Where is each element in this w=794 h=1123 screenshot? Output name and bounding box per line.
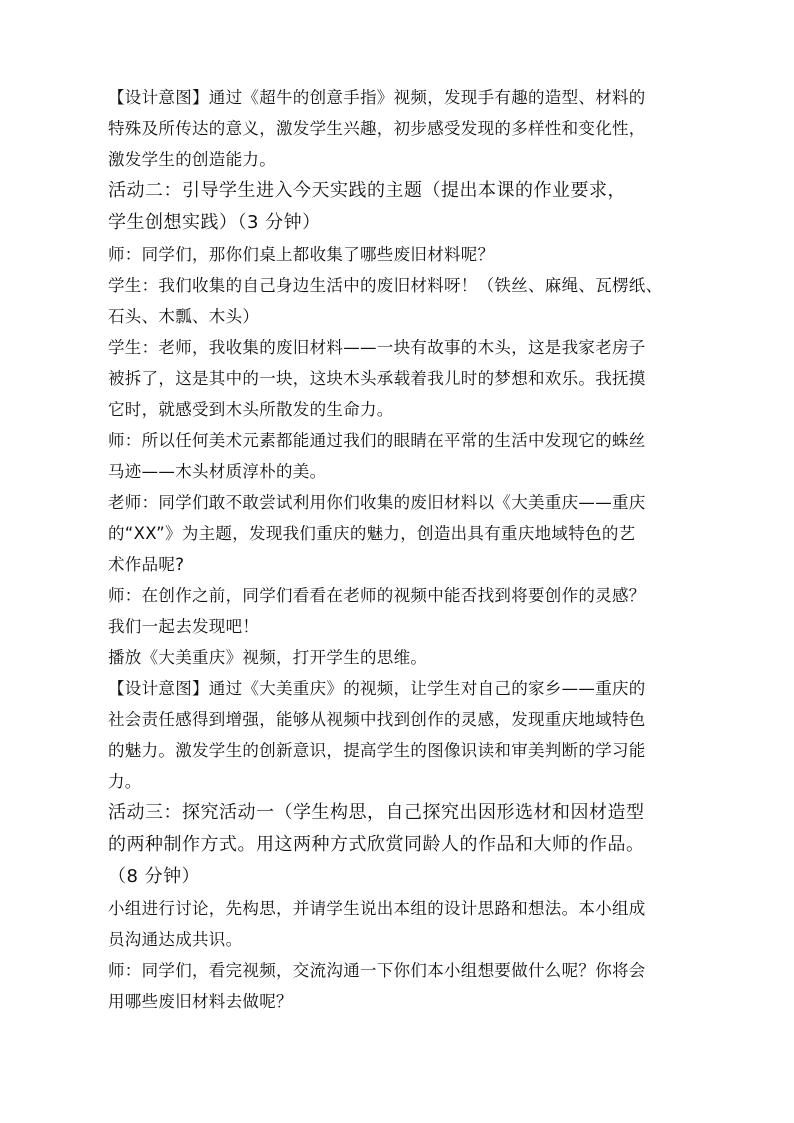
dialog-paragraph: 学生：老师，我收集的废旧材料——一块有故事的木头，这是我家老房子 被拆了，这是其中的一块，这块木头承载着我儿时的梦想和欢乐。我抚摸 它时，就感受到木头所散发的生命力。 xyxy=(108,338,646,419)
activity-three-heading: 活动三：探究活动一（学生构思，自己探究出因形选材和因材造型 的两种制作方式。用这两种方式欣赏同龄人的作品和大师的作品。 （8 分钟） xyxy=(108,802,645,887)
document-page xyxy=(108,82,720,1017)
dialog-paragraph: 小组进行讨论，先构思，并请学生说出本组的设计思路和想法。本小组成 员沟通达成共识。 xyxy=(108,899,646,949)
dialog-paragraph: 学生：我们收集的自己身边生活中的废旧材料呀！（铁丝、麻绳、瓦楞纸、 石头、木瓢、木头） xyxy=(108,276,663,326)
activity-two-heading: 活动二：引导学生进入今天实践的主题（提出本课的作业要求， 学生创想实践）（3 分钟） xyxy=(108,180,626,233)
dialog-paragraph: 播放《大美重庆》视频，打开学生的思维。 xyxy=(108,648,428,667)
dialog-paragraph: 老师：同学们敢不敢尝试利用你们收集的废旧材料以《大美重庆——重庆 的“XX”》为主题，发现我们重庆的魅力，创造出具有重庆地域特色的艺 术作品呢? xyxy=(108,493,646,574)
dialog-paragraph: 师：同学们，看完视频，交流沟通一下你们本小组想要做什么呢？你将会 用哪些废旧材料去做呢？ xyxy=(108,961,646,1011)
dialog-paragraph: 师：在创作之前，同学们看看在老师的视频中能否找到将要创作的灵感？ 我们一起去发现吧！ xyxy=(108,586,646,636)
design-intent-paragraph-1: 【设计意图】通过《超牛的创意手指》视频，发现手有趣的造型、材料的 特殊及所传达的意义，激发学生兴趣，初步感受发现的多样性和变化性， 激发学生的创造能力。 xyxy=(108,88,646,169)
design-intent-paragraph-2: 【设计意图】通过《大美重庆》的视频，让学生对自己的家乡——重庆的 社会责任感得到增强，能够从视频中找到创作的灵感，发现重庆地域特色 的魅力。激发学生的创新意识，提高学生的图像识读和审美判断的学习能 力。 xyxy=(108,679,646,791)
dialog-paragraph: 师：所以任何美术元素都能通过我们的眼睛在平常的生活中发现它的蛛丝 马迹——木头材质淳朴的美。 xyxy=(108,431,646,481)
dialog-paragraph: 师：同学们，那你们桌上都收集了哪些废旧材料呢？ xyxy=(108,245,495,264)
